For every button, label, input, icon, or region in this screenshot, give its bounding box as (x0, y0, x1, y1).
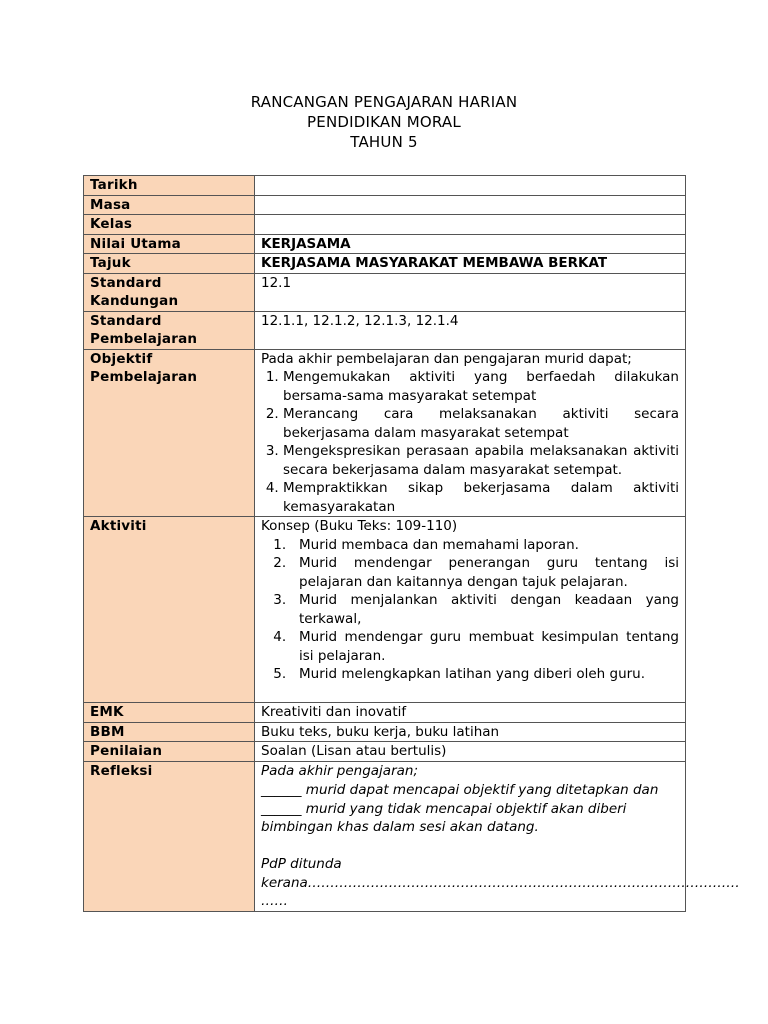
value-standard-kandungan: 12.1 (255, 273, 686, 311)
value-kelas (255, 215, 686, 235)
row-tarikh (84, 176, 686, 196)
aktiviti-item: 2. Murid mendengar penerangan guru tentang isi pelajaran dan kaitannya dengan tajuk pelajaran. (299, 554, 679, 591)
aktiviti-intro: Konsep (Buku Teks: 109-110) (261, 518, 458, 534)
aktiviti-item: 1. Murid membaca dan memahami laporan. (299, 536, 679, 555)
value-nilai-utama: KERJASAMA (255, 234, 686, 254)
refleksi-line: …… (261, 893, 288, 909)
objektif-item: 1. Mengemukakan aktiviti yang berfaedah dilakukan bersama-sama masyarakat setempat (283, 368, 679, 405)
row-standard-kandungan (84, 273, 686, 311)
label-penilaian: Penilaian (84, 742, 255, 762)
title-line-1: RANCANGAN PENGAJARAN HARIAN (250, 93, 518, 111)
value-masa (255, 195, 686, 215)
objektif-intro: Pada akhir pembelajaran dan pengajaran murid dapat; (261, 350, 632, 367)
aktiviti-list (261, 536, 679, 684)
lesson-plan-table (83, 175, 740, 912)
row-kelas (84, 215, 686, 235)
document-title (0, 92, 768, 152)
objektif-list (261, 368, 679, 516)
value-aktiviti (255, 517, 686, 703)
label-standard-pembelajaran: Standard Pembelajaran (84, 311, 255, 349)
objektif-item: 2. Merancang cara melaksanakan aktiviti secara bekerjasama dalam masyarakat setempat (283, 405, 679, 442)
row-bbm (84, 722, 686, 742)
aktiviti-item: 4. Murid mendengar guru membuat kesimpulan tentang isi pelajaran. (299, 628, 679, 665)
value-penilaian: Soalan (Lisan atau bertulis) (255, 742, 686, 762)
label-tarikh: Tarikh (84, 176, 255, 196)
row-tajuk (84, 254, 686, 274)
refleksi-line: kerana…………………………………………………………………………………… (261, 874, 740, 891)
refleksi-spacer (261, 837, 679, 856)
value-standard-pembelajaran: 12.1.1, 12.1.2, 12.1.3, 12.1.4 (255, 311, 686, 349)
aktiviti-item: 5. Murid melengkapkan latihan yang diberi oleh guru. (299, 665, 679, 684)
value-tajuk: KERJASAMA MASYARAKAT MEMBAWA BERKAT (255, 254, 686, 274)
label-bbm: BBM (84, 722, 255, 742)
row-standard-pembelajaran (84, 311, 686, 349)
objektif-item: 3. Mengekspresikan perasaan apabila melaksanakan aktiviti secara bekerjasama dalam masyarakat setempat. (283, 442, 679, 479)
aktiviti-item: 3. Murid menjalankan aktiviti dengan keadaan yang terkawal, (299, 591, 679, 628)
label-nilai-utama: Nilai Utama (84, 234, 255, 254)
refleksi-line: ______ murid yang tidak mencapai objektif akan diberi bimbingan khas dalam sesi akan datang. (261, 800, 627, 835)
label-standard-kandungan: Standard Kandungan (84, 273, 255, 311)
title-line-2: PENDIDIKAN MORAL (307, 113, 461, 131)
row-penilaian (84, 742, 686, 762)
label-emk: EMK (84, 703, 255, 723)
value-objektif (255, 349, 686, 517)
value-refleksi (255, 761, 740, 911)
label-masa: Masa (84, 195, 255, 215)
row-objektif (84, 349, 686, 517)
refleksi-line: Pada akhir pengajaran; (261, 762, 419, 779)
label-tajuk: Tajuk (84, 254, 255, 274)
value-tarikh (255, 176, 686, 196)
label-kelas: Kelas (84, 215, 255, 235)
label-objektif: Objektif Pembelajaran (84, 349, 255, 517)
row-refleksi (84, 761, 686, 911)
value-bbm: Buku teks, buku kerja, buku latihan (255, 722, 686, 742)
refleksi-line: ______ murid dapat mencapai objektif yang ditetapkan dan (261, 782, 659, 798)
value-emk: Kreativiti dan inovatif (255, 703, 686, 723)
objektif-item: 4. Mempraktikkan sikap bekerjasama dalam aktiviti kemasyarakatan (283, 479, 679, 516)
row-aktiviti (84, 517, 686, 703)
label-refleksi: Refleksi (84, 761, 255, 911)
row-nilai-utama (84, 234, 686, 254)
refleksi-line: PdP ditunda (261, 856, 342, 872)
label-aktiviti: Aktiviti (84, 517, 255, 703)
aktiviti-spacer (261, 684, 679, 703)
row-masa (84, 195, 686, 215)
row-emk (84, 703, 686, 723)
title-line-3: TAHUN 5 (350, 133, 418, 151)
